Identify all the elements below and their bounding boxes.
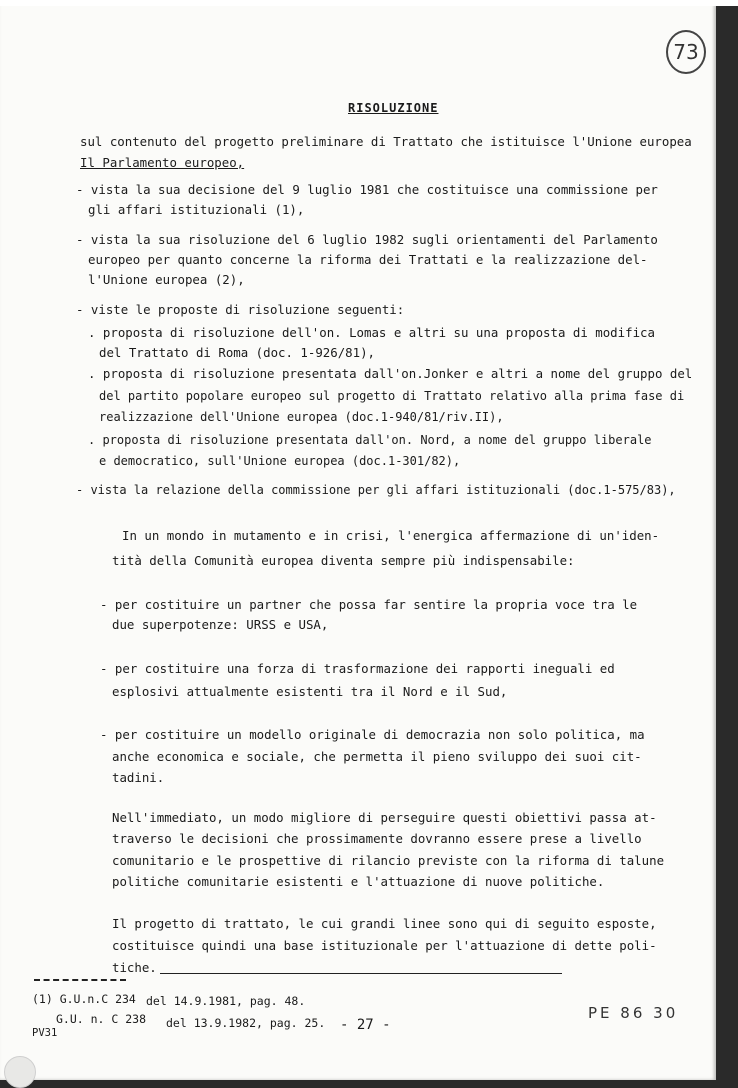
parliament-heading: Il Parlamento europeo, bbox=[80, 155, 245, 170]
consideration-3: - viste le proposte di risoluzione seguenti: bbox=[76, 302, 405, 317]
consideration-2-line-2: europeo per quanto concerne la riforma dei Trattati e la realizzazione del- bbox=[88, 252, 648, 267]
paragraph-1-line-3: comunitario e le prospettive di rilancio previste con la riforma di talune bbox=[112, 853, 665, 868]
document-title: RISOLUZIONE bbox=[348, 101, 439, 115]
proposal-2-line-3: realizzazione dell'Unione europea (doc.1-940/81/riv.II), bbox=[99, 410, 504, 424]
consideration-2-line-3: l'Unione europea (2), bbox=[88, 272, 245, 287]
proposal-3-line-1: . proposta di risoluzione presentata dall'on. Nord, a nome del gruppo liberale bbox=[88, 433, 652, 447]
page-number: - 27 - bbox=[340, 1017, 391, 1033]
bullet-2-line-2: esplosivi attualmente esistenti tra il Nord e il Sud, bbox=[112, 684, 508, 699]
intro-line-2: tità della Comunità europea diventa sempre più indispensabile: bbox=[112, 553, 575, 568]
paragraph-2-line-1: Il progetto di trattato, le cui grandi linee sono qui di seguito esposte, bbox=[112, 916, 657, 931]
consideration-1-line-1: - vista la sua decisione del 9 luglio 1981 che costituisce una commissione per bbox=[76, 182, 658, 197]
proposal-3-line-2: e democratico, sull'Unione europea (doc.1-301/82), bbox=[99, 454, 461, 468]
paragraph-1-line-2: traverso le decisioni che prossimamente dovranno essere prese a livello bbox=[112, 831, 642, 846]
bullet-2-line-1: - per costituire una forza di trasformazione dei rapporti ineguali ed bbox=[100, 661, 615, 676]
page-number-stamp bbox=[666, 30, 706, 74]
proposal-2-line-2: del partito popolare europeo sul progetto di Trattato relativo alla prima fase di bbox=[99, 389, 685, 403]
consideration-4: - vista la relazione della commissione per gli affari istituzionali (doc.1-575/83), bbox=[76, 483, 676, 497]
consideration-2-line-1: - vista la sua risoluzione del 6 luglio 1982 sugli orientamenti del Parlamento bbox=[76, 232, 658, 247]
footnote-1-date: del 14.9.1981, pag. 48. bbox=[146, 994, 306, 1008]
punch-hole bbox=[4, 1056, 36, 1088]
consideration-1-line-2: gli affari istituzionali (1), bbox=[88, 202, 305, 217]
paragraph-1-line-4: politiche comunitarie esistenti e l'attuazione di nuove politiche. bbox=[112, 874, 605, 889]
bullet-3-line-3: tadini. bbox=[112, 770, 165, 785]
bullet-3-line-2: anche economica e sociale, che permetta il pieno sviluppo dei suoi cit- bbox=[112, 749, 642, 764]
footnote-separator bbox=[34, 979, 126, 981]
paragraph-2-line-2: costituisce quindi una base istituzionale per l'attuazione di dette poli- bbox=[112, 938, 657, 953]
paragraph-1-line-1: Nell'immediato, un modo migliore di perseguire questi obiettivi passa at- bbox=[112, 810, 657, 825]
bullet-1-line-2: due superpotenze: URSS e USA, bbox=[112, 617, 329, 632]
footnote-1-reference: (1) G.U.n.C 234 bbox=[32, 992, 136, 1006]
top-edge bbox=[0, 0, 738, 6]
bullet-1-line-1: - per costituire un partner che possa far sentire la propria voce tra le bbox=[100, 597, 638, 612]
intro-line-1: In un mondo in mutamento e in crisi, l'energica affermazione di un'iden- bbox=[122, 528, 660, 543]
document-subtitle: sul contenuto del progetto preliminare di Trattato che istituisce l'Unione europea bbox=[80, 134, 692, 149]
document-code: PE 86 30 bbox=[588, 1004, 679, 1022]
proposal-1-line-1: . proposta di risoluzione dell'on. Lomas e altri su una proposta di modifica bbox=[88, 325, 655, 340]
footnote-2-reference: G.U. n. C 238 bbox=[56, 1012, 147, 1026]
stamp-number: 73 bbox=[673, 40, 699, 64]
proposal-2-line-1: . proposta di risoluzione presentata dall'on.Jonker e altri a nome del gruppo del bbox=[88, 366, 693, 381]
proposal-1-line-2: del Trattato di Roma (doc. 1-926/81), bbox=[99, 345, 376, 360]
text-end-rule bbox=[160, 973, 562, 974]
paragraph-2-line-3: tiche. bbox=[112, 960, 157, 975]
bullet-3-line-1: - per costituire un modello originale di democrazia non solo politica, ma bbox=[100, 727, 645, 742]
margin-code: PV31 bbox=[32, 1027, 58, 1039]
footnote-2-date: del 13.9.1982, pag. 25. bbox=[166, 1016, 326, 1030]
